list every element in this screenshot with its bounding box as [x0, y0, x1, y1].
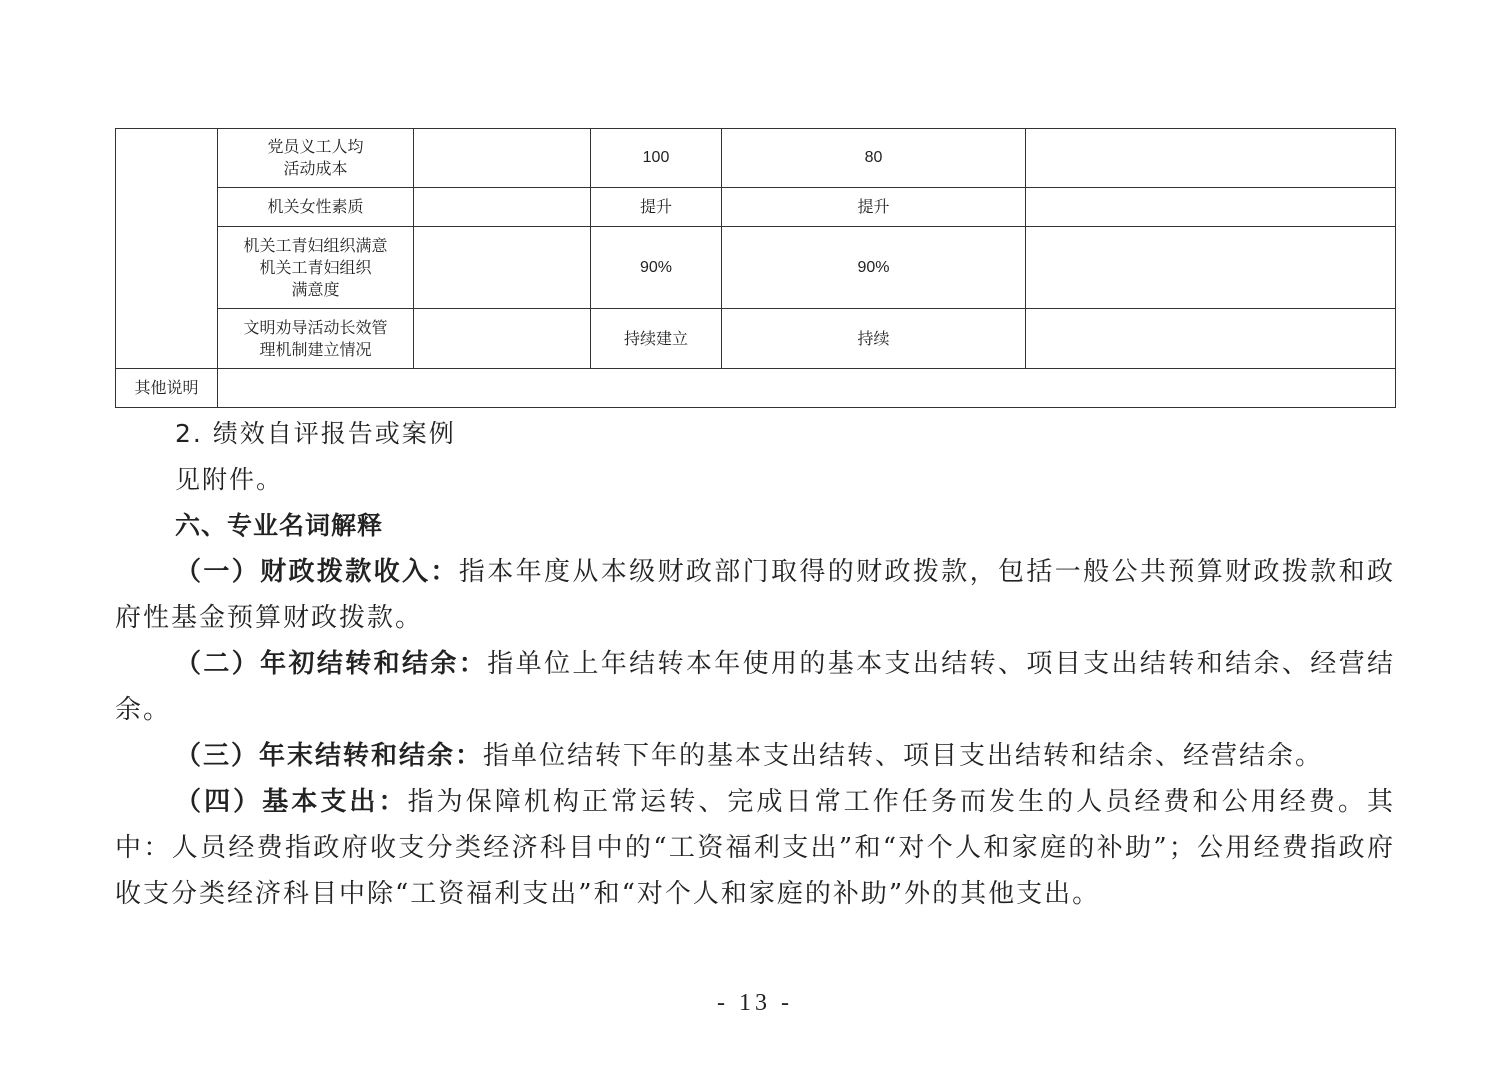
table-row [116, 129, 1396, 188]
glossary-item [115, 549, 1395, 641]
glossary-term: （四）基本支出： [175, 787, 408, 817]
target-value-cell: 100 [591, 129, 722, 188]
indicator-blank-cell [414, 227, 591, 309]
section-heading-glossary: 六、专业名词解释 [175, 511, 384, 540]
indicator-blank-cell [414, 309, 591, 369]
indicator-name-cell: 文明劝导活动长效管 理机制建立情况 [218, 309, 414, 369]
glossary-item [115, 779, 1395, 917]
glossary-item [115, 733, 1395, 779]
indicator-name-cell: 机关女性素质 [218, 188, 414, 227]
glossary-term: （一）财政拨款收入： [175, 557, 459, 587]
target-value-cell: 90% [591, 227, 722, 309]
self-evaluation-subheading: 2. 绩效自评报告或案例 [175, 419, 456, 448]
target-value-cell: 提升 [591, 188, 722, 227]
glossary-item [115, 641, 1395, 733]
actual-value-cell: 提升 [722, 188, 1026, 227]
table-row [116, 227, 1396, 309]
indicator-name-cell: 机关工青妇组织满意 机关工青妇组织 满意度 [218, 227, 414, 309]
self-evaluation-text: 见附件。 [175, 465, 284, 494]
glossary-term: （二）年初结转和结余： [175, 649, 488, 679]
glossary-definition: 指单位上年结转本年使用的基本支出结转、项目支出结转和结余、经营结余。 [115, 649, 1395, 725]
indicator-blank-cell [414, 188, 591, 227]
target-value-cell: 持续建立 [591, 309, 722, 369]
actual-value-cell: 90% [722, 227, 1026, 309]
indicator-blank-cell [414, 129, 591, 188]
glossary-definition: 指本年度从本级财政部门取得的财政拨款，包括一般公共预算财政拨款和政府性基金预算财政拨款。 [115, 557, 1395, 633]
table-row [116, 369, 1396, 408]
table-row [116, 188, 1396, 227]
remark-cell [1026, 309, 1396, 369]
document-body [115, 411, 1395, 917]
other-notes-label: 其他说明 [116, 369, 218, 408]
actual-value-cell: 80 [722, 129, 1026, 188]
actual-value-cell: 持续 [722, 309, 1026, 369]
page-number: - 13 - [717, 990, 793, 1016]
category-cell [116, 129, 218, 369]
remark-cell [1026, 227, 1396, 309]
table-row [116, 309, 1396, 369]
indicator-name-cell: 党员义工人均 活动成本 [218, 129, 414, 188]
glossary-term: （三）年末结转和结余： [175, 741, 484, 771]
remark-cell [1026, 129, 1396, 188]
glossary-definition: 指为保障机构正常运转、完成日常工作任务而发生的人员经费和公用经费。其中：人员经费指政府收支分类经济科目中的“工资福利支出”和“对个人和家庭的补助”；公用经费指政府收支分类经济科目中除“工资福利支出”和“对个人和家庭的补助”外的其他支出。 [115, 787, 1395, 909]
performance-indicator-table [115, 128, 1396, 408]
remark-cell [1026, 188, 1396, 227]
other-notes-value [218, 369, 1396, 408]
glossary-definition: 指单位结转下年的基本支出结转、项目支出结转和结余、经营结余。 [483, 741, 1324, 771]
